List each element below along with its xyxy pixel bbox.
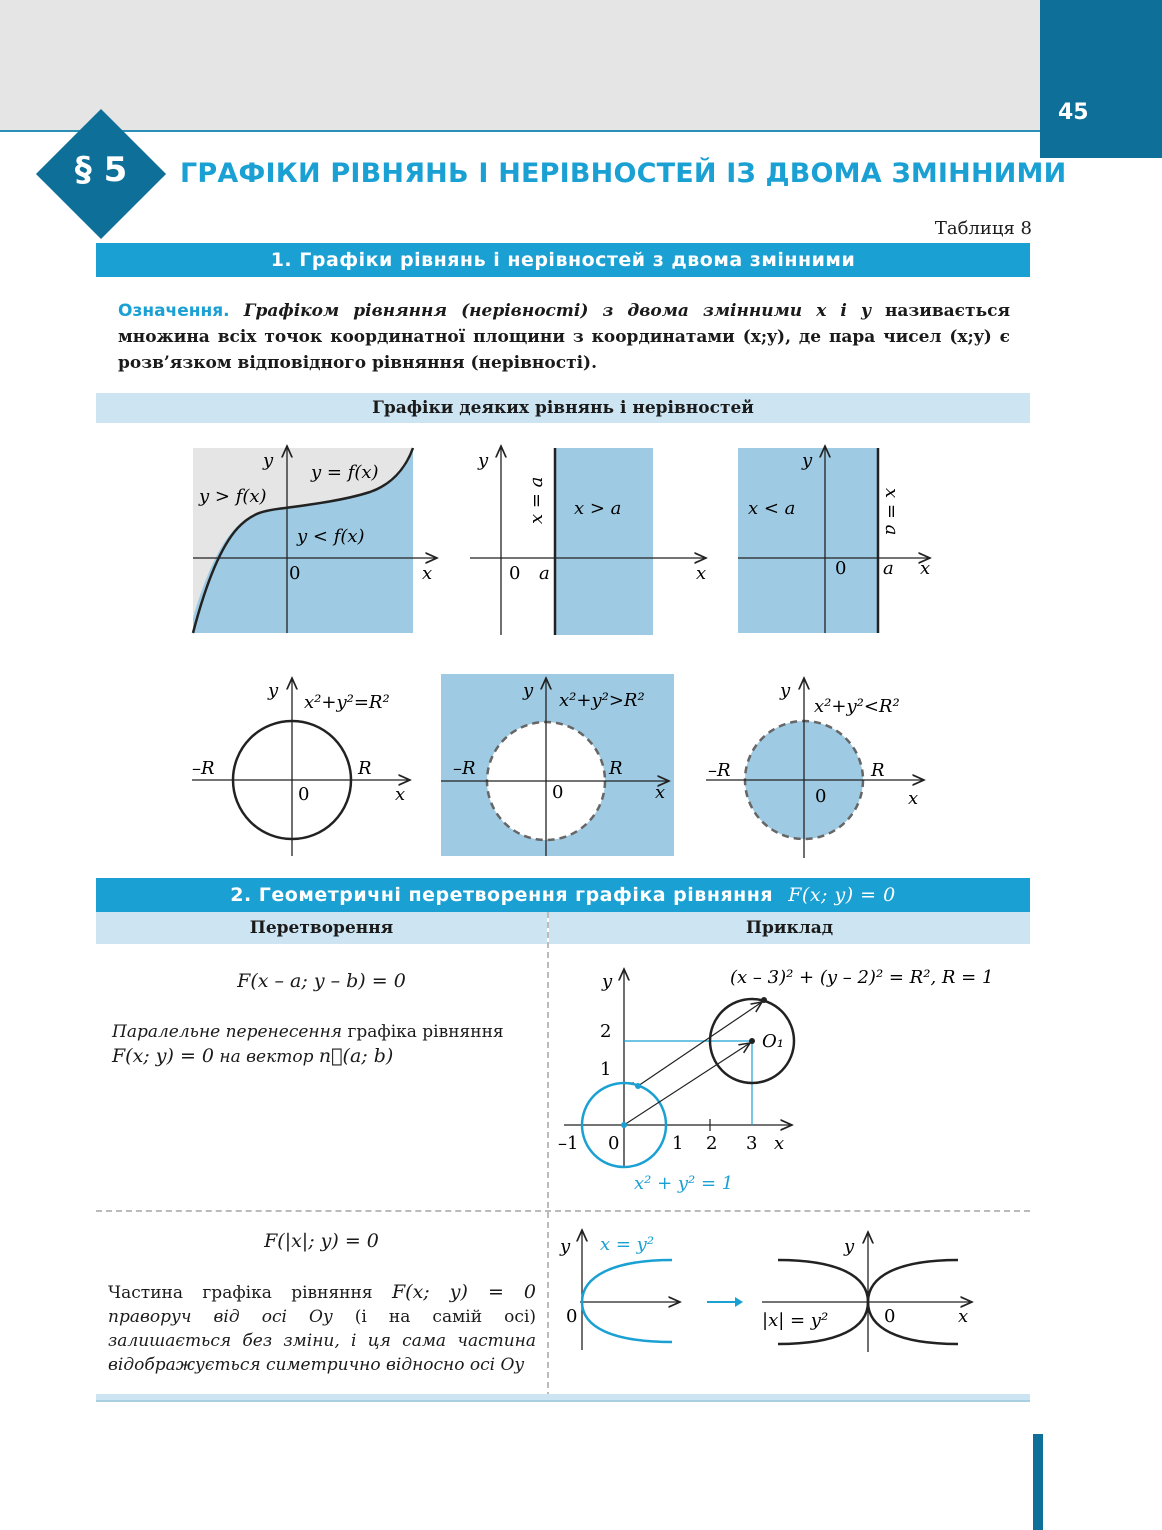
equation-bottom: x² + y² = 1 [634, 1173, 734, 1194]
row2-desc-italic1: праворуч від осі Oy [108, 1307, 333, 1327]
axis-x-label: x [774, 1133, 785, 1154]
minus-r-label: –R [192, 758, 215, 779]
equation-top: (x – 3)² + (y – 2)² = R², R = 1 [730, 967, 994, 988]
definition-italic: Графіком рівняння (нерівності) з двома змінними x і y [243, 301, 871, 321]
row1-desc-formula: F(x; y) = 0 [112, 1045, 214, 1067]
region-label: x < a [748, 498, 796, 519]
r-label: R [871, 760, 885, 781]
o1-label: O₁ [762, 1031, 784, 1052]
graph-inside-circle [704, 672, 936, 862]
above-label: y > f(x) [199, 486, 267, 507]
axis-x-label: x [422, 563, 433, 584]
axis-y-label: y [844, 1236, 855, 1257]
row1-formula: F(x – a; y – b) = 0 [237, 970, 406, 992]
equation-label: x²+y²=R² [304, 692, 390, 713]
line-label: x = a [881, 488, 902, 536]
axis-x-label: x [908, 788, 919, 809]
origin-label: 0 [298, 784, 310, 805]
part1-heading: 1. Графіки рівнянь і нерівностей з двома змінними [96, 243, 1030, 277]
row1-desc-italic2: на вектор [219, 1047, 314, 1067]
origin-label: 0 [884, 1306, 896, 1327]
region-label: x > a [574, 498, 622, 519]
axis-y-label: y [523, 680, 534, 701]
column-header-transformation: Перетворення [96, 912, 547, 944]
definition-label: Означення. [118, 301, 230, 321]
region-right [555, 448, 653, 635]
origin-label: 0 [815, 786, 827, 807]
column-header-example: Приклад [549, 912, 1030, 944]
page-number: 45 [1058, 100, 1089, 125]
row2-formula: F(|x|; y) = 0 [264, 1230, 379, 1252]
header-band [0, 0, 1040, 132]
axis-x-label: x [395, 784, 406, 805]
tick-x-0: 0 [608, 1133, 620, 1154]
r-label: R [358, 758, 372, 779]
row2-description [108, 1280, 536, 1377]
row1-desc-plain: графіка рівняння [347, 1022, 504, 1042]
origin-label: 0 [509, 563, 521, 584]
definition-coord: (x;y) [742, 327, 786, 347]
axis-y-label: y [560, 1236, 571, 1257]
tick-x-1: 1 [672, 1133, 684, 1154]
graph-x-less-a [736, 440, 942, 640]
tick-x-3: 3 [746, 1133, 758, 1154]
part2-heading-text: 2. Геометричні перетворення графіка рівняння [230, 884, 774, 906]
origin-label: 0 [835, 558, 847, 579]
a-label: a [539, 563, 550, 584]
definition [118, 298, 1010, 376]
graph-abs-parabola [758, 1226, 980, 1356]
section-title: ГРАФІКИ РІВНЯНЬ І НЕРІВНОСТЕЙ ІЗ ДВОМА ЗМІННИМИ [180, 158, 1067, 189]
below-label: y < f(x) [297, 526, 365, 547]
origin-label: 0 [566, 1306, 578, 1327]
axis-y-label: y [263, 450, 274, 471]
r-label: R [609, 758, 623, 779]
tick-x-2: 2 [706, 1133, 718, 1154]
graph-outside-circle [441, 674, 674, 856]
origin-label: 0 [552, 782, 564, 803]
definition-coord-2: (x;y) [949, 327, 992, 347]
tick-y-1: 1 [600, 1059, 612, 1080]
graph-translation [552, 955, 1022, 1200]
minus-r-label: –R [453, 758, 476, 779]
a-label: a [883, 558, 894, 579]
axis-y-label: y [802, 450, 813, 471]
part2-heading [96, 878, 1030, 912]
parabola-curve [582, 1260, 672, 1342]
page-edge-tab [1033, 1434, 1043, 1530]
definition-text2: , де пара чисел [785, 327, 942, 347]
table-bottom-border [96, 1394, 1030, 1402]
column-divider [547, 912, 549, 1398]
part1-subheading: Графіки деяких рівнянь і нерівностей [96, 393, 1030, 423]
arrow-icon [705, 1290, 745, 1314]
origin-label: 0 [289, 563, 301, 584]
axis-y-label: y [268, 680, 279, 701]
graph-circle [190, 670, 422, 860]
row1-desc-vector: n⃗(a; b) [318, 1045, 394, 1067]
row1-desc-italic: Паралельне перенесення [112, 1022, 343, 1042]
equation-label: x²+y²>R² [559, 690, 645, 711]
graph-function [185, 440, 455, 640]
axis-x-label: x [655, 782, 666, 803]
row2-desc-italic2: залишається без зміни, і ця сама частина відображується симетрично відносно осі Oy [108, 1331, 536, 1375]
axis-y-label: y [780, 680, 791, 701]
row2-desc-plain2: (і на самій осі) [354, 1307, 537, 1327]
row2-desc-formula: F(x; y) = 0 [392, 1281, 536, 1303]
tick-y-2: 2 [600, 1021, 612, 1042]
graph-parabola [552, 1222, 692, 1354]
curve-label: y = f(x) [311, 462, 379, 483]
part2-heading-formula: F(x; y) = 0 [788, 884, 896, 906]
definition-text1: називається множина всіх точок координатної площини з координатами [118, 301, 1011, 347]
axis-x-label: x [696, 563, 707, 584]
minus-r-label: –R [708, 760, 731, 781]
definition-text3: є розв’язком відповідного рівняння (нерівності). [118, 327, 1011, 373]
axis-x-label: x [920, 558, 931, 579]
line-label: x = a [526, 476, 547, 524]
table-label: Таблиця 8 [934, 218, 1032, 239]
equation-label: |x| = y² [762, 1310, 829, 1331]
equation-label: x = y² [600, 1234, 655, 1255]
page-number-tab [1040, 0, 1162, 158]
axis-y-label: y [602, 971, 613, 992]
equation-label: x²+y²<R² [814, 696, 900, 717]
region-left [738, 448, 878, 633]
tick-x-minus1: –1 [558, 1133, 579, 1154]
axis-x-label: x [958, 1306, 969, 1327]
row1-description [112, 1020, 540, 1069]
section-mark: § 5 [74, 150, 128, 190]
axis-y-label: y [478, 450, 489, 471]
graph-x-greater-a [466, 440, 726, 640]
row2-desc-plain1: Частина графіка рівняння [108, 1283, 373, 1303]
row-divider [96, 1210, 1030, 1212]
